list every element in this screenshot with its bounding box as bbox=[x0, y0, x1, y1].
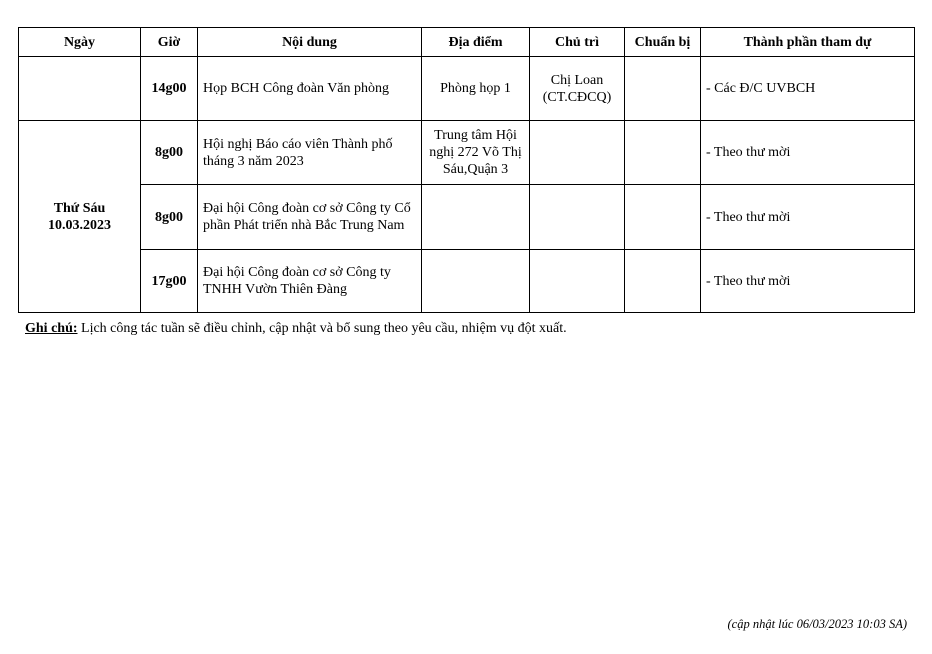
chair-cell: Chị Loan (CT.CĐCQ) bbox=[530, 57, 625, 121]
preparation-cell bbox=[625, 250, 701, 313]
time-cell: 8g00 bbox=[141, 121, 198, 185]
table-row bbox=[19, 57, 915, 121]
time-cell: 8g00 bbox=[141, 185, 198, 250]
location-cell bbox=[422, 185, 530, 250]
header-content: Nội dung bbox=[198, 28, 422, 57]
table-row bbox=[19, 250, 915, 313]
table-row bbox=[19, 121, 915, 185]
date-cell bbox=[19, 57, 141, 121]
update-timestamp: (cập nhật lúc 06/03/2023 10:03 SA) bbox=[727, 617, 907, 631]
attendees-cell: - Theo thư mời bbox=[701, 121, 915, 185]
note-text: Lịch công tác tuần sẽ điều chỉnh, cập nhật và bổ sung theo yêu cầu, nhiệm vụ đột xuất. bbox=[77, 321, 567, 336]
time-cell: 17g00 bbox=[141, 250, 198, 313]
header-time: Giờ bbox=[141, 28, 198, 57]
schedule-table bbox=[18, 27, 915, 313]
header-date: Ngày bbox=[19, 28, 141, 57]
location-cell: Trung tâm Hội nghị 272 Võ Thị Sáu,Quận 3 bbox=[422, 121, 530, 185]
content-cell: Họp BCH Công đoàn Văn phòng bbox=[198, 57, 422, 121]
header-preparation: Chuẩn bị bbox=[625, 28, 701, 57]
header-chair: Chủ trì bbox=[530, 28, 625, 57]
preparation-cell bbox=[625, 185, 701, 250]
header-location: Địa điểm bbox=[422, 28, 530, 57]
location-cell: Phòng họp 1 bbox=[422, 57, 530, 121]
content-cell: Đại hội Công đoàn cơ sở Công ty TNHH Vườn Thiên Đàng bbox=[198, 250, 422, 313]
table-header-row bbox=[19, 28, 915, 57]
preparation-cell bbox=[625, 121, 701, 185]
content-cell: Đại hội Công đoàn cơ sở Công ty Cổ phần Phát triển nhà Bắc Trung Nam bbox=[198, 185, 422, 250]
location-cell bbox=[422, 250, 530, 313]
table-row bbox=[19, 185, 915, 250]
header-attendees: Thành phần tham dự bbox=[701, 28, 915, 57]
note bbox=[25, 321, 567, 337]
attendees-cell: - Theo thư mời bbox=[701, 250, 915, 313]
content-cell: Hội nghị Báo cáo viên Thành phố tháng 3 năm 2023 bbox=[198, 121, 422, 185]
chair-cell bbox=[530, 250, 625, 313]
date-cell: Thứ Sáu 10.03.2023 bbox=[19, 121, 141, 313]
attendees-cell: - Các Đ/C UVBCH bbox=[701, 57, 915, 121]
time-cell: 14g00 bbox=[141, 57, 198, 121]
preparation-cell bbox=[625, 57, 701, 121]
note-label: Ghi chú: bbox=[25, 321, 78, 336]
attendees-cell: - Theo thư mời bbox=[701, 185, 915, 250]
chair-cell bbox=[530, 185, 625, 250]
chair-cell bbox=[530, 121, 625, 185]
